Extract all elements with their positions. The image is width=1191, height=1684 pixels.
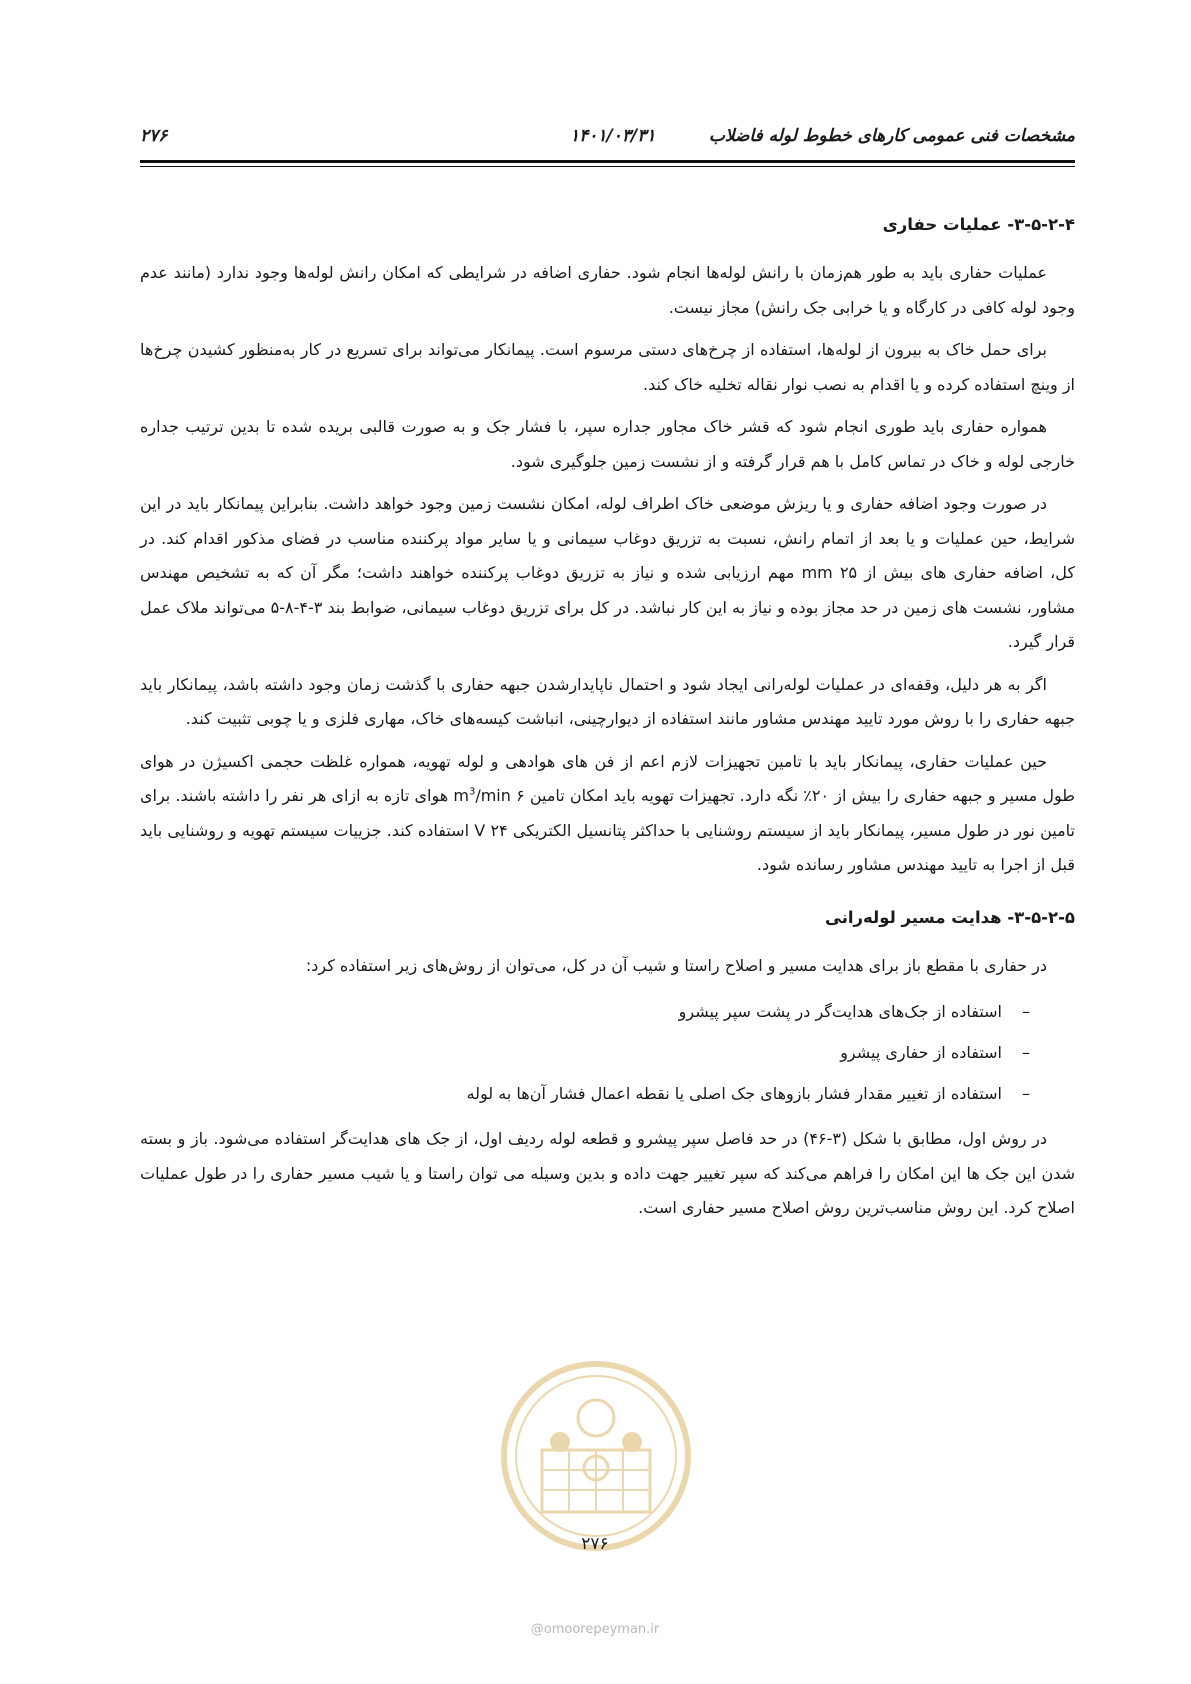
paragraph: در صورت وجود اضافه حفاری و یا ریزش موضعی خاک اطراف لوله، امکان نشست زمین وجود خواهد داشت. بنابراین پیمانکار باید در این شرایط، حین عملیات و یا بعد از اتمام رانش، نسبت به تزریق دوغاب سیمانی و یا سایر مواد پرکننده مناسب در فضای مذکور اقدام کند. در کل، اضافه حفاری های بیش از ۲۵ mm مهم ارزیابی شده و نیاز به تزریق دوغاب پرکننده خواهند داشت؛ مگر آن که به تشخیص مهندس مشاور، نشست های زمین در حد مجاز بوده و نیاز به این کار نباشد. در کل برای تزریق دوغاب سیمانی، ضوابط بند ۳-۴-۸-۵ می‌تواند ملاک عمل قرار گیرد. (140, 494, 1076, 651)
header-rule-thin (140, 166, 1075, 167)
stamp-logo-icon (498, 1358, 694, 1554)
list-item (140, 991, 1030, 1032)
paragraph-ventilation (140, 745, 1075, 883)
section-heading-guidance: ۳-۵-۲-۵- هدایت مسیر لوله‌رانی (825, 907, 1075, 927)
paragraph: برای حمل خاک به بیرون از لوله‌ها، استفاده از چرخ‌های دستی مرسوم است. پیمانکار می‌تواند برای تسریع در کار به‌منظور کشیدن چرخ‌ها از وینچ استفاده کرده و یا اقدام به نصب نوار نقاله تخلیه خاک کند. (140, 340, 1075, 394)
header-rule-thick (140, 160, 1075, 163)
watermark: @omoorepeyman.ir (530, 1622, 660, 1637)
paragraph: عملیات حفاری باید به طور هم‌زمان با رانش لوله‌ها انجام شود. حفاری اضافه در شرایطی که امکان رانش لوله‌ها وجود ندارد (مانند عدم وجود لوله کافی در کارگاه و یا خرابی جک رانش) مجاز نیست. (140, 263, 1075, 317)
paragraph: در روش اول، مطابق با شکل (۳-۴۶) در حد فاصل سپر پیشرو و قطعه لوله ردیف اول، از جک های هدایت‌گر استفاده می‌شود. باز و بسته شدن این جک ها این امکان را فراهم می‌کند که سپر تغییر جهت داده و بدین وسیله می توان راستا و یا شیب مسیر حفاری را در طول عملیات اصلاح کرد. این روش مناسب‌ترین روش اصلاح مسیر حفاری است. (140, 1129, 1075, 1217)
list-item (140, 1032, 1030, 1073)
dash-bullet: – (1022, 1002, 1030, 1021)
list-item-text: استفاده از حفاری پیشرو (840, 1043, 1002, 1062)
paragraph: در حفاری با مقطع باز برای هدایت مسیر و اصلاح راستا و شیب آن در کل، می‌توان از روش‌های زیر استفاده کرد: (305, 955, 1047, 975)
page-header (140, 126, 1075, 154)
paragraph: اگر به هر دلیل، وقفه‌ای در عملیات لوله‌رانی ایجاد شود و احتمال ناپایدارشدن جبهه حفاری با گذشت زمان وجود داشته باشد، پیمانکار باید جبهه حفاری را با روش مورد تایید مهندس مشاور مانند استفاده از دیوارچینی، انباشت کیسه‌های خاک، مهاری فلزی و یا چوبی تثبیت کند. (140, 674, 1075, 728)
superscript: 3 (468, 786, 476, 798)
header-title: مشخصات فنی عمومی کارهای خطوط لوله فاضلاب (708, 126, 1075, 146)
header-date: ۱۴۰۱/۰۳/۳۱ (570, 126, 656, 146)
footer-page-number: ۲۷۶ (581, 1534, 609, 1554)
paragraph-text: حین عملیات حفاری، پیمانکار باید با تامین تجهیزات لازم اعم از فن های هوادهی و لوله تهویه، همواره غلظت حجمی اکسیژن در هوای طول مسیر و جبهه حفاری را بیش از ۲۰٪ نگه دارد. تجهیزات تهویه باید امکان تامین ۶ m (140, 751, 1076, 805)
section-heading-excavation: ۳-۵-۲-۴- عملیات حفاری (882, 215, 1075, 234)
dash-bullet: – (1022, 1084, 1030, 1103)
page-body (140, 208, 1075, 1234)
bullet-list (140, 991, 1075, 1114)
dash-bullet: – (1022, 1043, 1030, 1062)
paragraph: همواره حفاری باید طوری انجام شود که قشر خاک مجاور جداره سپر، با فشار جک و به صورت قالبی بریده شده تا بدین ترتیب جداره خارجی لوله و خاک در تماس کامل با هم قرار گرفته و از نشست زمین جلوگیری شود. (140, 417, 1075, 471)
list-item-text: استفاده از تغییر مقدار فشار بازوهای جک اصلی یا نقطه اعمال فشار آن‌ها به لوله (466, 1084, 1002, 1103)
list-item (140, 1073, 1030, 1114)
header-page-number: ۲۷۶ (140, 126, 168, 146)
paragraph-text: /min هوای تازه به ازای هر نفر را داشته باشند. برای تامین نور در طول مسیر، پیمانکار باید از سیستم روشنایی با حداکثر پتانسیل الکتریکی ۲۴ V استفاده کند. جزییات سیستم تهویه و روشنایی باید قبل از اجرا به تایید مهندس مشاور رسانده شود. (140, 786, 1075, 874)
list-item-text: استفاده از جک‌های هدایت‌گر در پشت سپر پیشرو (678, 1002, 1002, 1021)
